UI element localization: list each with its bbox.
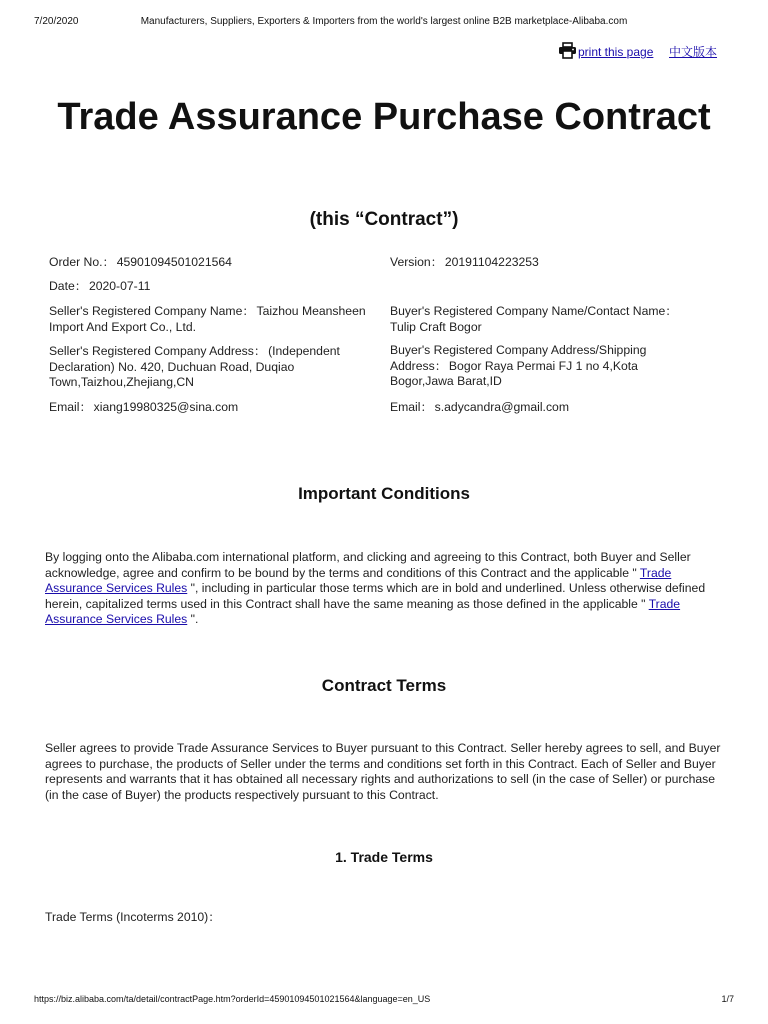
buyer-company-address-value: Bogor Raya Permai FJ 1 no 4,Kota Bogor,Jawa Barat,ID	[390, 358, 638, 388]
seller-company-address	[49, 344, 369, 391]
version-label: Version：	[390, 255, 443, 269]
seller-company-name-label: Seller's Registered Company Name：	[49, 304, 255, 318]
buyer-company-address	[390, 343, 690, 390]
seller-email-value: xiang19980325@sina.com	[93, 400, 239, 414]
order-number-value: 45901094501021564	[116, 255, 232, 269]
buyer-company-name-label: Buyer's Registered Company Name/Contact Name：	[390, 304, 678, 318]
important-text-part-3: ".	[187, 612, 199, 627]
buyer-company-name	[390, 304, 720, 335]
contract-title: Trade Assurance Purchase Contract	[57, 96, 711, 138]
print-page-link[interactable]	[558, 42, 653, 62]
order-date-label: Date：	[49, 279, 87, 293]
important-conditions-heading: Important Conditions	[298, 484, 470, 503]
important-text-part-2: ", including in particular those terms which are in bold and underlined. Unless otherwise defined herein, capitalized terms used in this Contract shall have the same meaning as those defined in the applicable "	[45, 581, 706, 611]
important-conditions-text	[45, 550, 725, 628]
header-page-title: Manufacturers, Suppliers, Exporters & Importers from the world's largest online B2B marketplace-Alibaba.com	[140, 16, 628, 27]
order-date-value: 2020-07-11	[88, 279, 151, 293]
important-text-part-1: By logging onto the Alibaba.com international platform, and clicking and agreeing to this Contract, both Buyer and Seller acknowledge, agree and confirm to be bound by the terms and conditions of this Contract and the applicable "	[45, 550, 691, 580]
printer-icon	[558, 42, 578, 62]
trade-assurance-rules-link-2[interactable]: Trade Assurance Services Rules	[45, 596, 681, 627]
footer-url: https://biz.alibaba.com/ta/detail/contractPage.htm?orderId=45901094501021564&language=en_US	[34, 994, 431, 1004]
buyer-email-label: Email：	[390, 400, 433, 414]
contract-terms-heading: Contract Terms	[321, 676, 447, 695]
order-date	[49, 279, 369, 295]
seller-company-name-value: Taizhou Meansheen Import And Export Co., Ltd.	[49, 304, 366, 334]
order-number	[49, 255, 369, 271]
seller-email	[49, 400, 369, 416]
seller-company-name	[49, 304, 369, 335]
footer-page-number: 1/7	[721, 994, 734, 1004]
chinese-version-link[interactable]: 中文版本	[669, 45, 718, 59]
trade-terms-label: Trade Terms (Incoterms 2010)：	[45, 910, 221, 924]
contract-subtitle: (this “Contract”)	[309, 209, 459, 230]
buyer-company-address-label: Buyer's Registered Company Address/Shipping Address：	[390, 343, 647, 373]
seller-company-address-label: Seller's Registered Company Address：	[49, 344, 267, 358]
trade-assurance-rules-link-1[interactable]: Trade Assurance Services Rules	[45, 565, 672, 596]
trade-terms-heading: 1. Trade Terms	[335, 849, 433, 865]
buyer-email	[390, 400, 720, 416]
seller-email-label: Email：	[49, 400, 92, 414]
version-value: 20191104223253	[444, 255, 539, 269]
contract-terms-text: Seller agrees to provide Trade Assurance Services to Buyer pursuant to this Contract. Seller hereby agrees to sell, and Buyer agrees to purchase, the products of Seller under the terms and conditions set forth in this Contract. Each of Seller and Buyer represents and warrants that it has obtained all necessary rights and authorizations to sell (in the case of Seller) or purchase (in the case of Buyer) the products respectively pursuant to this Contract.	[45, 741, 721, 802]
buyer-email-value: s.adycandra@gmail.com	[434, 400, 569, 414]
order-number-label: Order No.：	[49, 255, 115, 269]
header-date: 7/20/2020	[34, 16, 79, 27]
seller-company-address-value: (Independent Declaration) No. 420, Duchuan Road, Duqiao Town,Taizhou,Zhejiang,CN	[49, 344, 340, 389]
print-page-label: print this page	[578, 45, 654, 59]
buyer-company-name-value: Tulip Craft Bogor	[390, 319, 482, 334]
version	[390, 255, 720, 271]
